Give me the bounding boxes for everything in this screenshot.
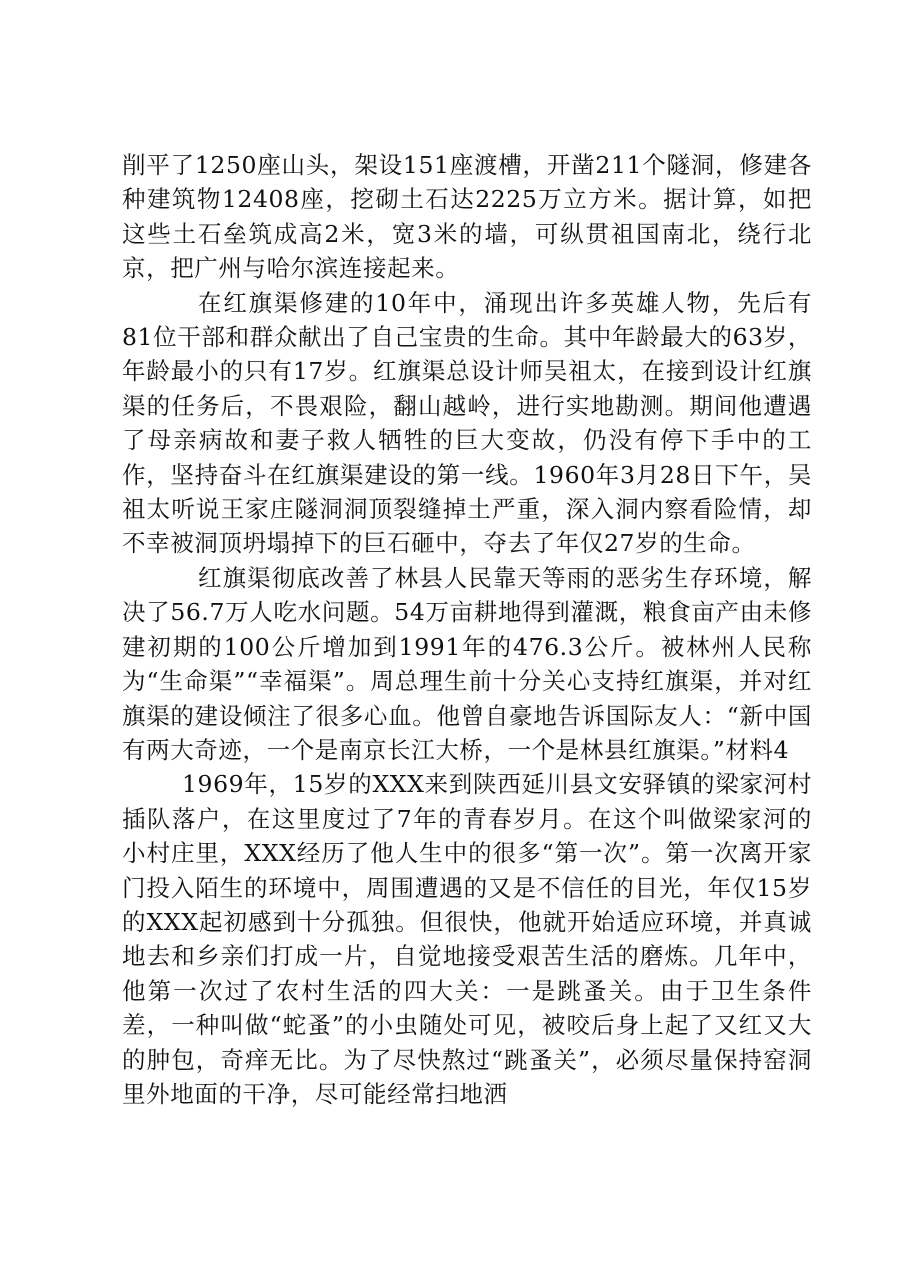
paragraph-1: 削平了1250座山头，架设151座渡槽，开凿211个隧洞，修建各种建筑物12408座，挖砌土石达2225万立方米。据计算，如把这些土石垒筑成高2米，宽3米的墙，可纵贯祖国南北，绕行北京，把广州与哈尔滨连接起来。	[122, 151, 812, 283]
paragraph-3: 红旗渠彻底改善了林县人民靠天等雨的恶劣生存环境，解决了56.7万人吃水问题。54万亩耕地得到灌溉，粮食亩产由未修建初期的100公斤增加到1991年的476.3公斤。被林州人民称为“生命渠”“幸福渠”。周总理生前十分关心支持红旗渠，并对红旗渠的建设倾注了很多心血。他曾自豪地告诉国际友人：“新中国有两大奇迹，一个是南京长江大桥，一个是林县红旗渠。”材料4	[122, 563, 812, 764]
paragraph-4: 1969年，15岁的XXX来到陕西延川县文安驿镇的梁家河村插队落户，在这里度过了7年的青春岁月。在这个叫做梁家河的小村庄里，XXX经历了他人生中的很多“第一次”。第一次离开家门投入陌生的环境中，周围遭遇的又是不信任的目光，年仅15岁的XXX起初感到十分孤独。但很快，他就开始适应环境，并真诚地去和乡亲们打成一片，自觉地接受艰苦生活的磨炼。几年中，他第一次过了农村生活的四大关：一是跳蚤关。由于卫生条件差，一种叫做“蛇蚤”的小虫随处可见，被咬后身上起了又红又大的肿包，奇痒无比。为了尽快熬过“跳蚤关”，必须尽量保持窑洞里外地面的干净，尽可能经常扫地洒	[122, 770, 812, 1108]
paragraph-2: 在红旗渠修建的10年中，涌现出许多英雄人物，先后有81位干部和群众献出了自己宝贵的生命。其中年龄最大的63岁，年龄最小的只有17岁。红旗渠总设计师吴祖太，在接到设计红旗渠的任务后，不畏艰险，翻山越岭，进行实地勘测。期间他遭遇了母亲病故和妻子救人牺牲的巨大变故，仍没有停下手中的工作，坚持奋斗在红旗渠建设的第一线。1960年3月28日下午，吴祖太听说王家庄隧洞洞顶裂缝掉土严重，深入洞内察看险情，却不幸被洞顶坍塌掉下的巨石砸中，夺去了年仅27岁的生命。	[122, 288, 812, 558]
document-body	[122, 148, 812, 1111]
